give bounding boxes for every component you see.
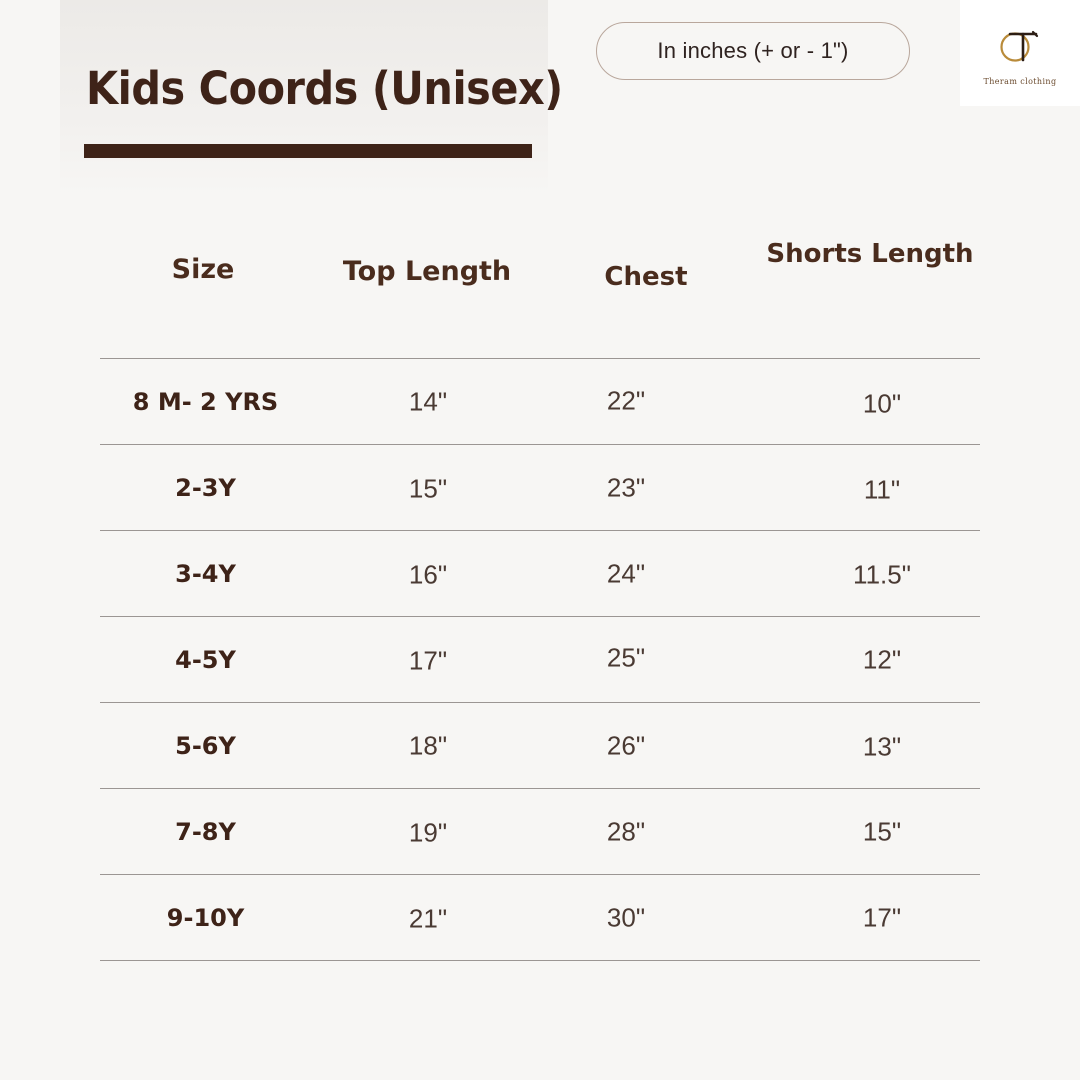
brand-logo (960, 0, 1080, 106)
table-row (100, 358, 980, 444)
table-row (100, 530, 980, 616)
cell-size: 2-3Y (175, 473, 236, 502)
cell-chest: 26" (606, 730, 646, 760)
cell-chest: 23" (606, 472, 646, 502)
size-table (100, 226, 980, 961)
column-header-shorts-length: Shorts Length (766, 239, 974, 269)
page-title: Kids Coords (Unisex) (86, 62, 563, 115)
table-row (100, 788, 980, 874)
cell-top-length: 21" (408, 903, 448, 933)
cell-shorts-length: 13" (862, 731, 902, 761)
cell-size: 4-5Y (175, 645, 236, 674)
cell-top-length: 15" (408, 473, 448, 503)
cell-top-length: 19" (408, 817, 448, 847)
table-header-row (100, 226, 980, 358)
cell-shorts-length: 10" (862, 388, 902, 418)
cell-size: 5-6Y (175, 731, 236, 760)
cell-size: 7-8Y (175, 817, 236, 846)
column-header-top-length: Top Length (342, 256, 512, 287)
title-underline (84, 144, 532, 158)
cell-top-length: 17" (408, 645, 448, 675)
cell-size: 8 M- 2 YRS (132, 387, 279, 416)
units-badge (596, 22, 910, 80)
table-row (100, 874, 980, 961)
cell-top-length: 14" (408, 386, 448, 416)
brand-name: Theram clothing (983, 77, 1057, 86)
table-row (100, 702, 980, 788)
column-header-size: Size (171, 254, 235, 285)
cell-top-length: 18" (408, 730, 448, 760)
cell-size: 3-4Y (175, 559, 236, 588)
cell-shorts-length: 11.5" (853, 559, 911, 589)
cell-chest: 28" (606, 816, 646, 846)
table-row (100, 616, 980, 702)
logo-monogram-icon (992, 20, 1048, 76)
cell-chest: 25" (606, 642, 646, 672)
cell-top-length: 16" (408, 559, 448, 589)
cell-shorts-length: 15" (862, 816, 902, 846)
cell-chest: 24" (606, 558, 646, 588)
units-badge-label: In inches (+ or - 1") (657, 38, 849, 63)
cell-shorts-length: 11" (863, 474, 901, 504)
cell-chest: 30" (606, 902, 646, 932)
cell-shorts-length: 12" (862, 644, 902, 674)
cell-size: 9-10Y (166, 903, 245, 932)
table-row (100, 444, 980, 530)
column-header-chest: Chest (604, 262, 688, 292)
cell-chest: 22" (606, 385, 646, 415)
cell-shorts-length: 17" (862, 902, 902, 932)
